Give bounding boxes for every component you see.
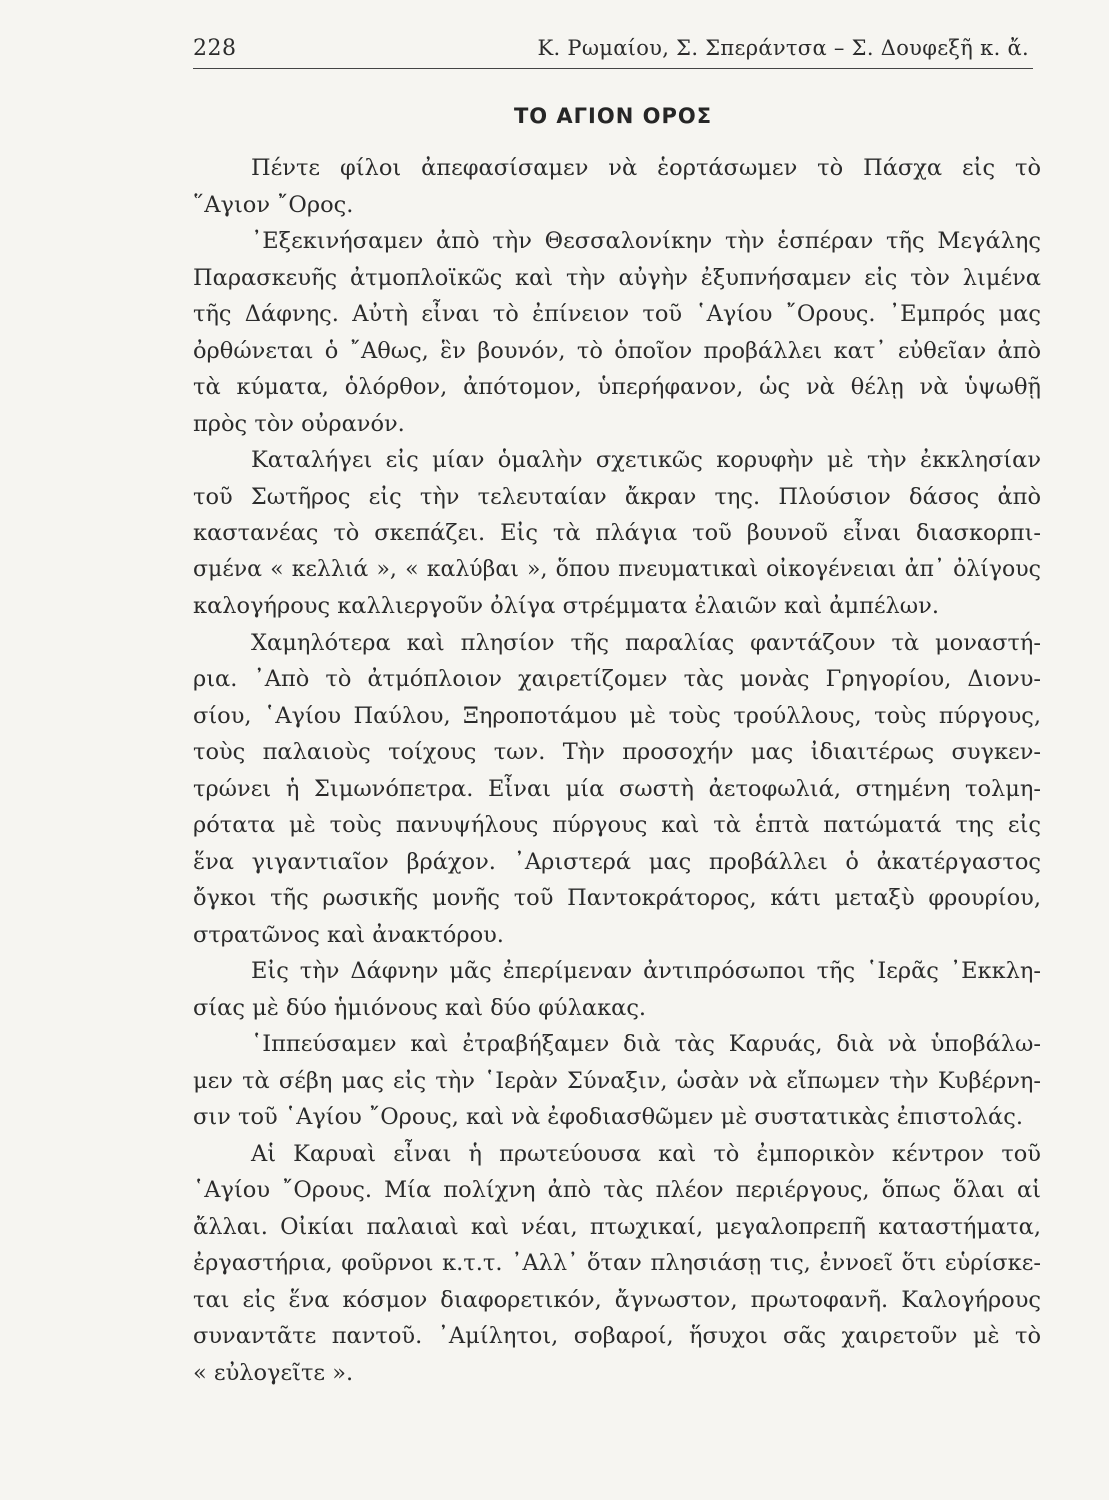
text-line: σιν τοῦ ῾Αγίου ῎Ορους, καὶ νὰ ἐφοδιασθῶμεν μὲ συστατικὰς ἐπιστολάς. [193, 1104, 1023, 1130]
text-line: σμένα « κελλιά », « καλύβαι », ὅπου πνευματικαὶ οἰκογένειαι ἀπ᾿ ὀλίγους [193, 556, 1041, 582]
text-line: ῾Αγίου ῎Ορους. Μία πολίχνη ἀπὸ τὰς πλέον περιέργους, ὅπως ὅλαι αἱ [193, 1177, 1041, 1203]
text-line: Καταλήγει εἰς μίαν ὁμαλὴν σχετικῶς κορυφὴν μὲ τὴν ἐκκλησίαν [251, 447, 1041, 473]
text-line: τῆς Δάφνης. Αὐτὴ εἶναι τὸ ἐπίνειον τοῦ ῾Αγίου ῎Ορους. ᾿Εμπρός μας [193, 301, 1041, 327]
text-line: σίου, ῾Αγίου Παύλου, Ξηροποτάμου μὲ τοὺς τρούλλους, τοὺς πύργους, [193, 702, 1041, 729]
text-line: συναντᾶτε παντοῦ. ᾿Αμίλητοι, σοβαροί, ἥσυχοι σᾶς χαιρετοῦν μὲ τὸ [193, 1323, 1041, 1349]
text-line: καστανέας τὸ σκεπάζει. Εἰς τὰ πλάγια τοῦ βουνοῦ εἶναι διασκορπι- [193, 520, 1041, 546]
text-line: καλογήρους καλλιεργοῦν ὀλίγα στρέμματα ἐλαιῶν καὶ ἀμπέλων. [193, 593, 939, 619]
text-line: τοὺς παλαιοὺς τοίχους των. Τὴν προσοχήν μας ἰδιαιτέρως συγκεν- [193, 739, 1041, 765]
text-line: ὀρθώνεται ὁ ῎Αθως, ἓν βουνόν, τὸ ὁποῖον προβάλλει κατ᾿ εὐθεῖαν ἀπὸ [193, 337, 1041, 364]
text-line: ἕνα γιγαντιαῖον βράχον. ᾿Αριστερά μας προβάλλει ὁ ἀκατέργαστος [193, 848, 1041, 875]
text-line: ἐργαστήρια, φοῦρνοι κ.τ.τ. ᾿Αλλ᾿ ὅταν πλησιάσῃ τις, ἐννοεῖ ὅτι εὑρίσκε- [193, 1250, 1041, 1276]
paragraph [193, 442, 1041, 625]
text-line: ἄλλαι. Οἰκίαι παλαιαὶ καὶ νέαι, πτωχικαί, μεγαλοπρεπῆ καταστήματα, [193, 1213, 1041, 1240]
text-line: Χαμηλότερα καὶ πλησίον τῆς παραλίας φαντάζουν τὰ μοναστή- [251, 629, 1041, 656]
paragraph [193, 1026, 1041, 1136]
text-line: ῞Αγιον ῎Ορος. [193, 191, 354, 218]
text-line: πρὸς τὸν οὐρανόν. [193, 410, 405, 437]
text-line: ται εἰς ἕνα κόσμον διαφορετικόν, ἄγνωστον, πρωτοφανῆ. Καλογήρους [193, 1286, 1041, 1313]
text-line: Πέντε φίλοι ἀπεφασίσαμεν νὰ ἑορτάσωμεν τὸ Πάσχα εἰς τὸ [251, 155, 1041, 181]
text-line: τὰ κύματα, ὁλόρθον, ἀπότομον, ὑπερήφανον, ὡς νὰ θέλῃ νὰ ὑψωθῇ [193, 374, 1041, 400]
text-line: Αἱ Καρυαὶ εἶναι ἡ πρωτεύουσα καὶ τὸ ἐμπορικὸν κέντρον τοῦ [251, 1140, 1041, 1167]
paragraph [193, 223, 1041, 442]
header-rule [193, 68, 1033, 69]
text-line: σίας μὲ δύο ἡμιόνους καὶ δύο φύλακας. [193, 994, 647, 1021]
paragraph [193, 625, 1041, 954]
text-line: « εὐλογεῖτε ». [193, 1359, 354, 1386]
paragraph [193, 953, 1041, 1026]
text-line: τρώνει ἡ Σιμωνόπετρα. Εἶναι μία σωστὴ ἀετοφωλιά, στημένη τολμη- [193, 775, 1041, 802]
text-line: Εἰς τὴν Δάφνην μᾶς ἐπερίμεναν ἀντιπρόσωποι τῆς ῾Ιερᾶς ᾿Εκκλη- [251, 958, 1041, 984]
running-header [193, 28, 1033, 68]
text-line: τοῦ Σωτῆρος εἰς τὴν τελευταίαν ἄκραν της. Πλούσιον δάσος ἀπὸ [193, 483, 1041, 510]
text-line: ρότατα μὲ τοὺς πανυψήλους πύργους καὶ τὰ ἑπτὰ πατώματά της εἰς [193, 812, 1041, 838]
text-line: μεν τὰ σέβη μας εἰς τὴν ῾Ιερὰν Σύναξιν, ὡσὰν νὰ εἴπωμεν τὴν Κυβέρνη- [193, 1067, 1041, 1094]
text-line: Παρασκευῆς ἀτμοπλοϊκῶς καὶ τὴν αὐγὴν ἐξυπνήσαμεν εἰς τὸν λιμένα [193, 264, 1041, 291]
paragraph [193, 150, 1041, 223]
text-line: στρατῶνος καὶ ἀνακτόρου. [193, 921, 504, 948]
text-line: ῾Ιππεύσαμεν καὶ ἐτραβήξαμεν διὰ τὰς Καρυάς, διὰ νὰ ὑποβάλω- [251, 1031, 1041, 1057]
chapter-title: ΤΟ ΑΓΙΟΝ ΟΡΟΣ [513, 104, 713, 128]
header-authors: Κ. Ρωμαίου, Σ. Σπεράντσα – Σ. Δουφεξῆ κ. ἄ. [537, 36, 1029, 60]
text-line: ᾿Εξεκινήσαμεν ἀπὸ τὴν Θεσσαλονίκην τὴν ἑσπέραν τῆς Μεγάλης [251, 228, 1041, 254]
text-line: ὄγκοι τῆς ρωσικῆς μονῆς τοῦ Παντοκράτορος, κάτι μεταξὺ φρουρίου, [193, 885, 1041, 911]
text-line: ρια. ᾿Απὸ τὸ ἀτμόπλοιον χαιρετίζομεν τὰς μονὰς Γρηγορίου, Διονυ- [193, 666, 1041, 692]
page-number: 228 [193, 36, 237, 61]
paragraph [193, 1136, 1041, 1392]
body-text [193, 150, 1041, 1391]
